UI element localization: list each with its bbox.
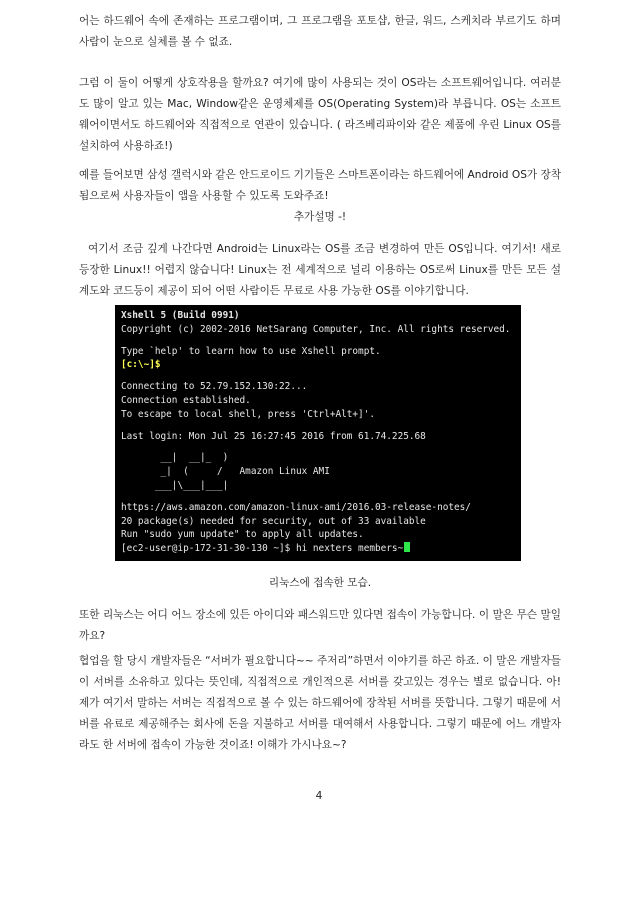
terminal-prompt-line [121, 542, 515, 556]
image-caption: 리눅스에 접속한 모습. [268, 577, 372, 589]
terminal-last-login: Last login: Mon Jul 25 16:27:45 2016 from 61.74.225.68 [121, 430, 426, 442]
terminal-escape-hint: To escape to local shell, press 'Ctrl+Alt+]'. [121, 408, 375, 420]
terminal-ascii-art-2: _| ( / Amazon Linux AMI [121, 466, 330, 478]
terminal-local-prompt: [c:\~]$ [121, 359, 161, 371]
terminal-ascii-art-1: __| __|_ ) [121, 452, 229, 464]
paragraph-interaction: 그럼 이 둘이 어떻게 상호작용을 할까요? 여기에 많이 사용되는 것이 OS라는 소프트웨어입니다. 여러분도 많이 알고 있는 Mac, Window같은 운영체제를 OS(Operating System)라 부릅니다. OS는 소프트웨어이면서도 하드웨어와 직접적으로 연관이 있습니다. ( 라즈베리파이와 같은 제품에 우린 Linux OS를 설치하여 사용하죠!) [79, 77, 561, 152]
terminal-update-hint: Run "sudo yum update" to apply all updates. [121, 529, 364, 541]
paragraph-example: 예를 들어보면 삼성 갤럭시와 같은 안드로이드 기기들은 스마트폰이라는 하드웨어에 Android OS가 장착됨으로써 사용자들이 앱을 사용할 수 있도록 도와주죠! [79, 169, 561, 202]
terminal-screenshot [115, 305, 521, 561]
terminal-release-notes: https://aws.amazon.com/amazon-linux-ami/2016.03-release-notes/ [121, 501, 471, 513]
terminal-ascii-art-3: ___|\___|___| [121, 479, 229, 491]
page-number: 4 [315, 790, 323, 802]
paragraph-linux: 여기서 조금 깊게 나간다면 Android는 Linux라는 OS를 조금 변경하여 만든 OS입니다. 여기서! 새로 등장한 Linux!! 어렵지 않습니다! Linux는 전 세계적으로 널리 이용하는 OS로써 Linux를 만든 모든 설계도와 코드등이 제공이 되어 어떤 사람이든 무료로 사용 가능한 OS를 이야기합니다. [79, 243, 561, 297]
paragraph-intro-continued: 어는 하드웨어 속에 존재하는 프로그램이며, 그 프로그램을 포토샵, 한글, 워드, 스케치라 부르기도 하며 사람이 눈으로 실체를 볼 수 없죠. [79, 15, 561, 48]
terminal-title: Xshell 5 (Build 0991) [121, 310, 240, 321]
terminal-copyright: Copyright (c) 2002-2016 NetSarang Computer, Inc. All rights reserved. [121, 323, 511, 335]
paragraph-server: 협업을 할 당시 개발자들은 “서버가 필요합니다~~ 주저리”하면서 이야기를 하곤 하죠. 이 말은 개발자들이 서버를 소유하고 있다는 뜻인데, 직접적으로 개인적으론 서버를 갖고있는 경우는 별로 없습니다. 아! 제가 여기서 말하는 서버는 직접적으로 볼 수 있는 하드웨어에 장착된 서버를 뜻합니다. 그렇기 때문에 서버를 유료로 제공해주는 회사에 돈을 지불하고 서버를 대여해서 사용합니다. 그렇기 때문에 어느 개발자라도 한 서버에 접속이 가능한 것이죠! 이해가 가시나요~? [79, 655, 561, 751]
extra-heading: 추가설명 -! [293, 211, 347, 223]
terminal-help-line: Type `help' to learn how to use Xshell prompt. [121, 345, 381, 357]
cursor-block [404, 542, 410, 552]
paragraph-remote: 또한 리눅스는 어디 어느 장소에 있든 아이디와 패스워드만 있다면 접속이 가능합니다. 이 말은 무슨 말일까요? [79, 609, 561, 642]
terminal-prompt: [ec2-user@ip-172-31-30-130 ~]$ hi nexters members~ [121, 543, 404, 555]
terminal-established: Connection established. [121, 394, 251, 406]
terminal-packages: 20 package(s) needed for security, out of 33 available [121, 515, 426, 527]
terminal-connecting: Connecting to 52.79.152.130:22... [121, 381, 308, 393]
